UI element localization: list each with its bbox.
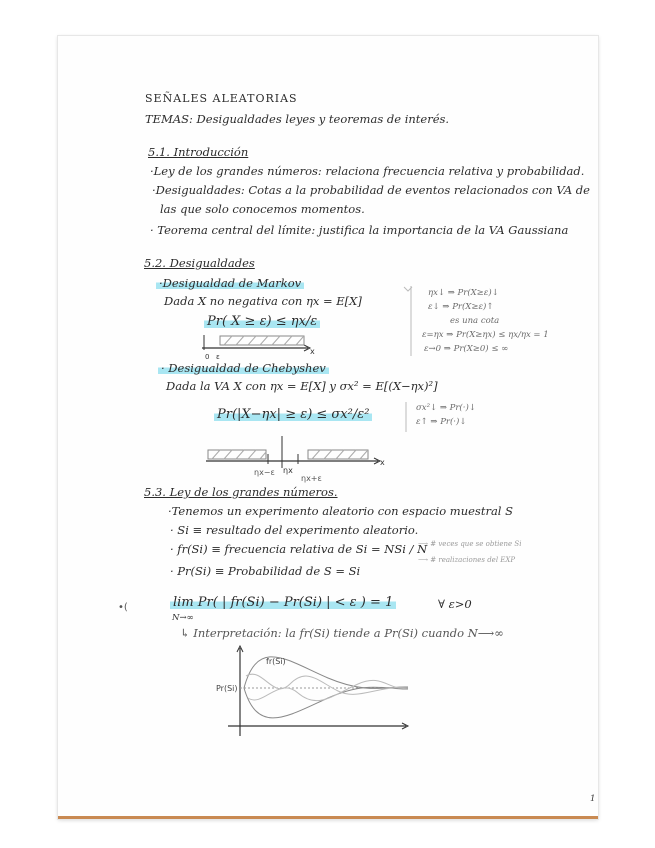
markov-note-2: ε↓ ⇒ Pr(X≥ε)↑ — [428, 302, 494, 312]
bullet-inequalities-cont: las que solo conocemos momentos. — [160, 202, 365, 216]
lln-graph — [228, 646, 408, 736]
lln-note-1: ⟶ # veces que se obtiene Si — [418, 540, 522, 548]
lln-law-condition: ∀ ε>0 — [438, 597, 472, 611]
markov-formula: Pr( X ≥ ε) ≤ ηx/ε — [204, 315, 320, 329]
lln-line-4: · Pr(Si) ≡ Probabilidad de S = Si — [170, 564, 361, 578]
chebyshev-note-2: ε↑ ⇒ Pr(·)↓ — [416, 417, 467, 427]
markov-note-1: ηx↓ ⇒ Pr(X≥ε)↓ — [428, 288, 499, 298]
bullet-inequalities: ·Desigualdades: Cotas a la probabilidad de eventos relacionados con VA de — [152, 183, 590, 197]
topics-line: TEMAS: Desigualdades leyes y teoremas de interés. — [145, 112, 450, 126]
lln-interpretation: ↳ Interpretación: la fr(Si) tiende a Pr(Si) cuando N⟶∞ — [180, 626, 504, 640]
markov-note-5: ε→0 ⇒ Pr(X≥0) ≤ ∞ — [424, 344, 509, 354]
lln-line-1: ·Tenemos un experimento aleatorio con espacio muestral S — [168, 504, 514, 518]
section-5-3-heading: 5.3. Ley de los grandes números. — [144, 485, 338, 499]
bullet-central-limit: · Teorema central del límite: justifica la importancia de la VA Gaussiana — [150, 223, 569, 237]
lln-law-subscript: N→∞ — [172, 613, 194, 623]
markov-given: Dada X no negativa con ηx = E[X] — [164, 294, 362, 308]
markov-x-label: x — [310, 347, 315, 356]
chebyshev-mean-label: ηx — [283, 466, 293, 475]
lln-line-2: · Si ≡ resultado del experimento aleatorio. — [170, 523, 419, 537]
lln-note-2: ⟶ # realizaciones del EXP — [418, 556, 516, 564]
markov-note-4: ε=ηx ⇒ Pr(X≥ηx) ≤ ηx/ηx = 1 — [422, 330, 549, 340]
chebyshev-given: Dada la VA X con ηx = E[X] y σx² = E[(X−ηx)²] — [166, 379, 438, 393]
lln-law: lim Pr( | fr(Si) − Pr(Si) | < ε ) = 1 — [170, 596, 396, 610]
markov-sketch — [202, 335, 310, 351]
notebook-page — [58, 36, 598, 819]
margin-mark: •( — [118, 602, 128, 613]
chebyshev-right-label: ηx+ε — [301, 474, 322, 483]
section-5-1-heading: 5.1. Introducción — [148, 145, 249, 159]
chebyshev-formula: Pr(|X−ηx| ≥ ε) ≤ σx²/ε² — [214, 408, 372, 422]
bullet-law-large-numbers: ·Ley de los grandes números: relaciona frecuencia relativa y probabilidad. — [150, 164, 585, 178]
markov-epsilon-label: ε — [216, 353, 220, 361]
chebyshev-left-label: ηx−ε — [254, 468, 275, 477]
lln-line-3: · fr(Si) ≡ frecuencia relativa de Si = NSi / N — [170, 542, 428, 556]
markov-title: ·Desigualdad de Markov — [156, 276, 304, 290]
graph-pr-label: Pr(Si) — [216, 684, 238, 693]
sketch-layer — [58, 36, 598, 816]
chebyshev-sketch — [206, 436, 380, 468]
page-number: 1 — [590, 794, 596, 804]
graph-fr-label: fr(Si) — [266, 657, 286, 666]
chebyshev-title: · Desigualdad de Chebyshev — [158, 361, 329, 375]
markov-note-3: es una cota — [450, 316, 500, 326]
section-5-2-heading: 5.2. Desigualdades — [144, 256, 255, 270]
chebyshev-x-label: x — [380, 458, 385, 467]
markov-origin-label: 0 — [205, 353, 210, 361]
page-title: SEÑALES ALEATORIAS — [145, 92, 298, 105]
chebyshev-note-1: σx²↓ ⇒ Pr(·)↓ — [416, 403, 476, 413]
